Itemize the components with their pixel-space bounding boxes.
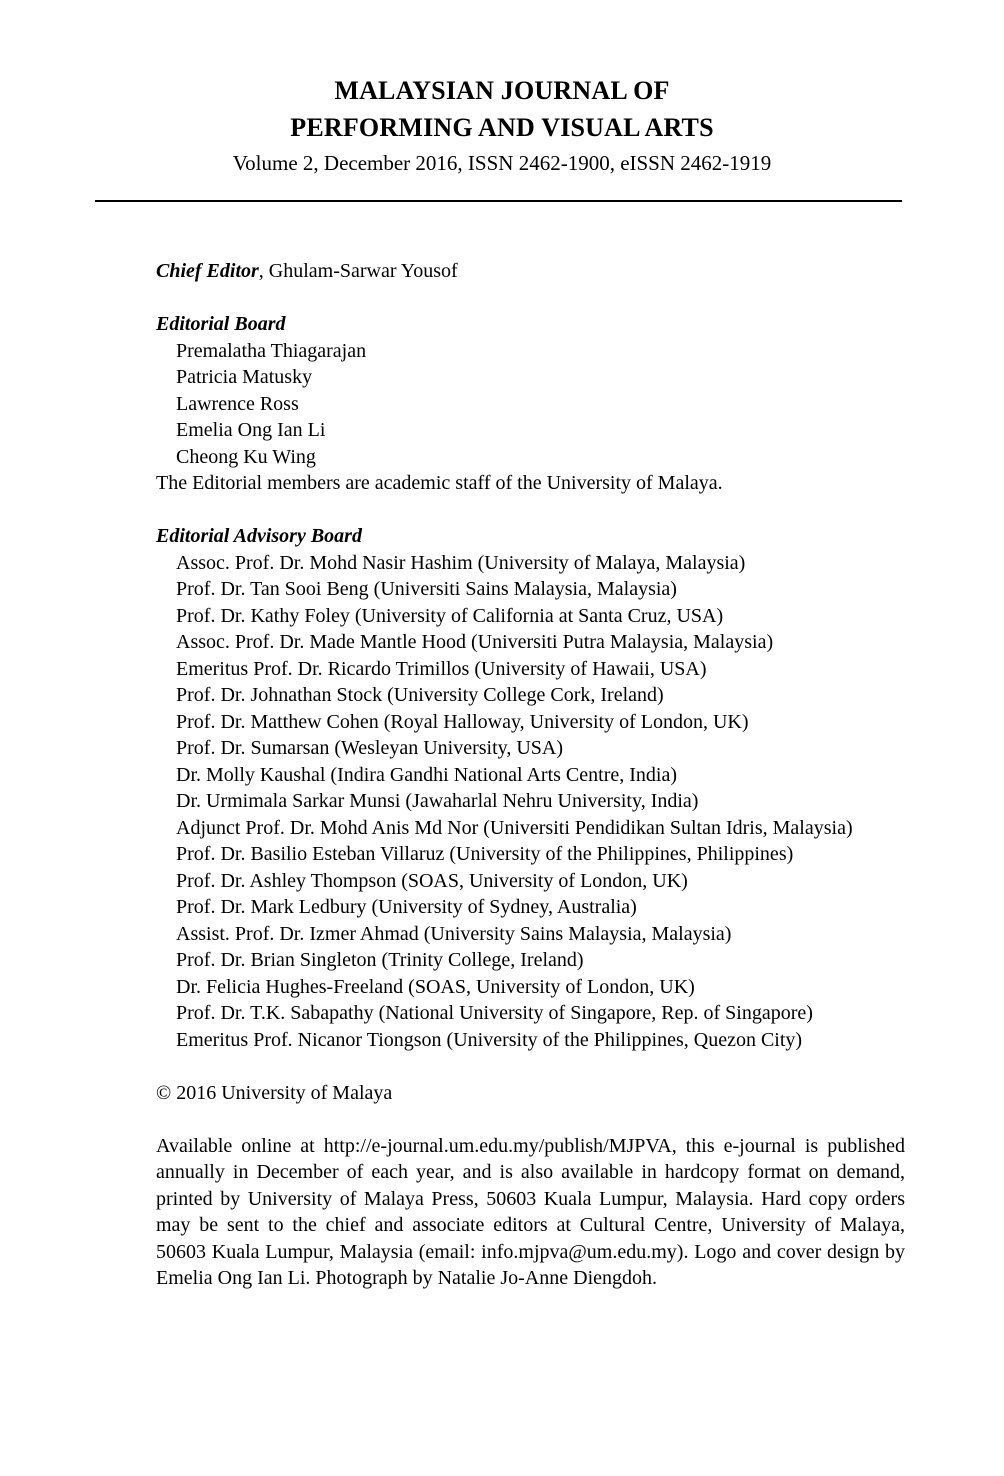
editorial-board-note: The Editorial members are academic staff of the University of Malaya. bbox=[156, 472, 723, 494]
advisory-board-member: Assoc. Prof. Dr. Made Mantle Hood (Universiti Putra Malaysia, Malaysia) bbox=[176, 631, 774, 653]
issue-line: Volume 2, December 2016, ISSN 2462-1900, eISSN 2462-1919 bbox=[232, 151, 772, 175]
chief-editor-line bbox=[156, 258, 905, 285]
advisory-board-member: Assoc. Prof. Dr. Mohd Nasir Hashim (University of Malaya, Malaysia) bbox=[176, 551, 746, 574]
advisory-board-member: Adjunct Prof. Dr. Mohd Anis Md Nor (Universiti Pendidikan Sultan Idris, Malaysia) bbox=[176, 816, 853, 839]
advisory-board-member: Assist. Prof. Dr. Izmer Ahmad (University Sains Malaysia, Malaysia) bbox=[176, 922, 732, 945]
availability-paragraph: Available online at http://e-journal.um.edu.my/publish/MJPVA, this e-journal is published annually in December of each year, and is also available in hardcopy format on demand, printed by University of Malaya Press, 50603 Kuala Lumpur, Malaysia. Hard copy orders may be sent to the chief and associate editors at Cultural Centre, University of Malaya, 50603 Kuala Lumpur, Malaysia (email: info.mjpva@um.edu.my). Logo and cover design by Emelia Ong Ian Li. Photograph by Natalie Jo-Anne Diengdoh. bbox=[156, 1134, 905, 1289]
editorial-board-heading: Editorial Board bbox=[156, 313, 286, 335]
editorial-board-member: Patricia Matusky bbox=[176, 366, 313, 388]
chief-editor-name: , Ghulam-Sarwar Yousof bbox=[258, 260, 458, 282]
advisory-board-member: Prof. Dr. Brian Singleton (Trinity College, Ireland) bbox=[176, 949, 584, 971]
editorial-board-list bbox=[156, 338, 905, 471]
advisory-board-member: Prof. Dr. Kathy Foley (University of California at Santa Cruz, USA) bbox=[176, 604, 724, 627]
editorial-board-member: Emelia Ong Ian Li bbox=[176, 419, 326, 441]
advisory-board-heading: Editorial Advisory Board bbox=[156, 525, 362, 547]
journal-title bbox=[0, 72, 1004, 146]
advisory-board-member: Dr. Felicia Hughes-Freeland (SOAS, University of London, UK) bbox=[176, 975, 695, 998]
front-matter-content bbox=[156, 258, 905, 1292]
editorial-board-member: Cheong Ku Wing bbox=[176, 445, 316, 468]
advisory-board-member: Prof. Dr. T.K. Sabapathy (National University of Singapore, Rep. of Singapore) bbox=[176, 1002, 813, 1024]
advisory-board-member: Prof. Dr. Tan Sooi Beng (Universiti Sains Malaysia, Malaysia) bbox=[176, 578, 677, 600]
advisory-board-member: Dr. Urmimala Sarkar Munsi (Jawaharlal Nehru University, India) bbox=[176, 790, 699, 812]
masthead bbox=[0, 0, 1004, 176]
advisory-board-member: Prof. Dr. Basilio Esteban Villaruz (University of the Philippines, Philippines) bbox=[176, 843, 794, 865]
advisory-board-member: Prof. Dr. Ashley Thompson (SOAS, University of London, UK) bbox=[176, 869, 688, 892]
editorial-board-member: Lawrence Ross bbox=[176, 392, 299, 415]
chief-editor-label: Chief Editor bbox=[156, 260, 259, 282]
advisory-board-member: Dr. Molly Kaushal (Indira Gandhi National Arts Centre, India) bbox=[176, 763, 677, 786]
journal-title-line2: PERFORMING AND VISUAL ARTS bbox=[290, 113, 714, 142]
advisory-board-member: Prof. Dr. Mark Ledbury (University of Sydney, Australia) bbox=[176, 896, 637, 918]
advisory-board-member: Prof. Dr. Sumarsan (Wesleyan University, USA) bbox=[176, 737, 564, 759]
header-divider bbox=[95, 200, 902, 202]
advisory-board-member: Prof. Dr. Johnathan Stock (University College Cork, Ireland) bbox=[176, 684, 664, 706]
editorial-board-member: Premalatha Thiagarajan bbox=[176, 339, 367, 362]
advisory-board-member: Emeritus Prof. Dr. Ricardo Trimillos (University of Hawaii, USA) bbox=[176, 657, 707, 680]
journal-title-line1: MALAYSIAN JOURNAL OF bbox=[334, 76, 670, 105]
advisory-board-member: Prof. Dr. Matthew Cohen (Royal Halloway, University of London, UK) bbox=[176, 710, 749, 733]
advisory-board-member: Emeritus Prof. Nicanor Tiongson (University of the Philippines, Quezon City) bbox=[176, 1028, 803, 1051]
advisory-board-list bbox=[156, 550, 905, 1054]
copyright-line: © 2016 University of Malaya bbox=[156, 1081, 393, 1104]
